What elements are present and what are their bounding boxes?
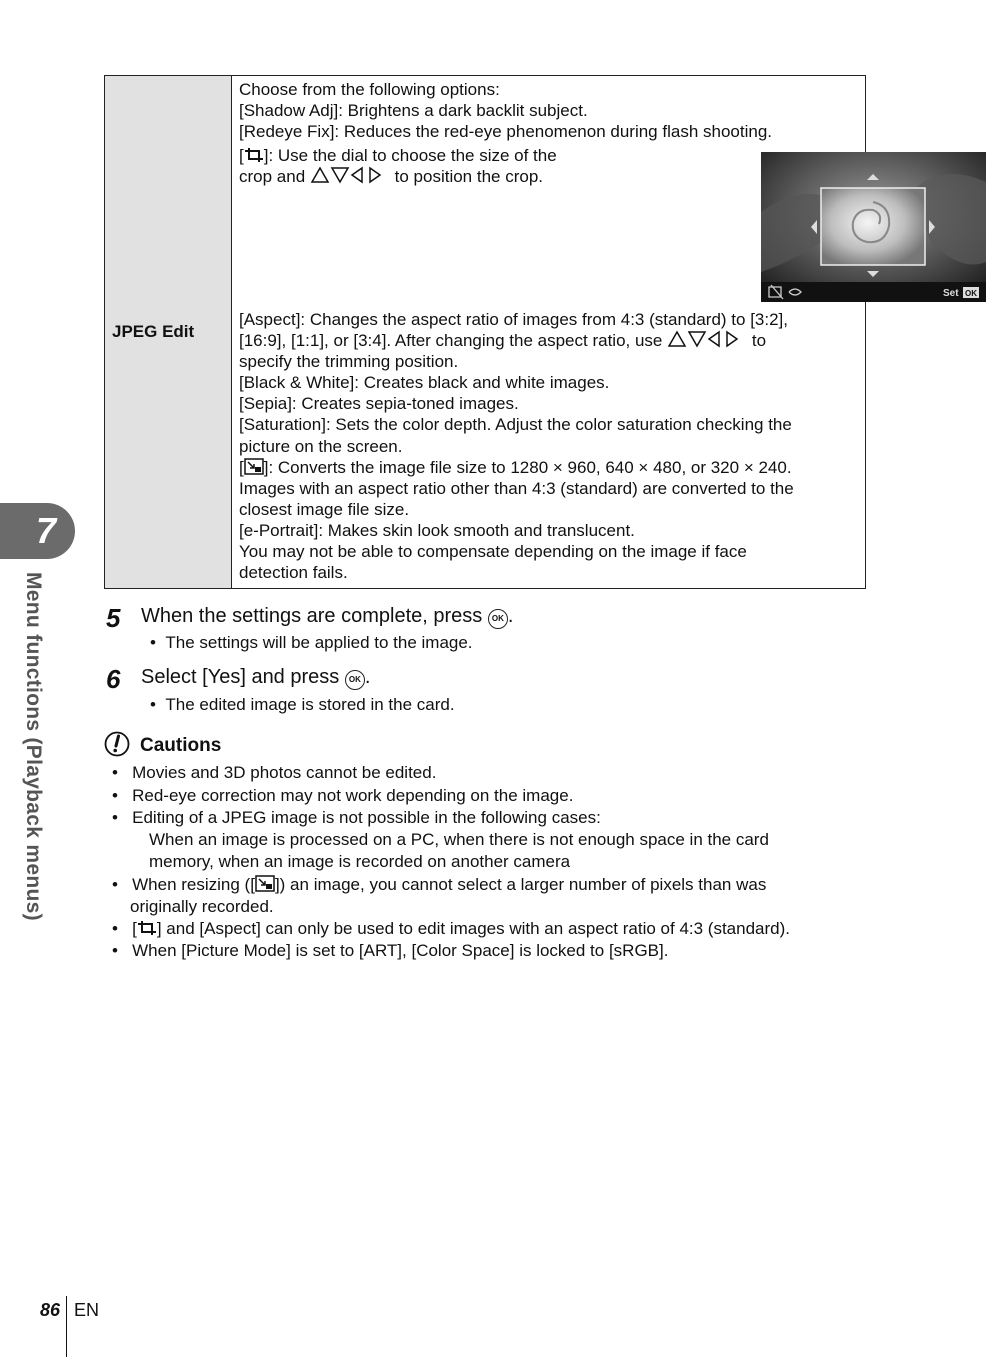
step-5-sub-label: The settings will be applied to the image. (165, 633, 473, 652)
table-label: JPEG Edit (112, 322, 195, 341)
table-label-cell (105, 76, 232, 588)
caution-item-label: Red-eye correction may not work depending on the image. (132, 786, 574, 805)
step-5-label: When the settings are complete, press (141, 605, 483, 627)
resize-text-1: [ ]: Converts the image file size to 1280 × 960, 640 × 480, or 320 × 240. (239, 458, 792, 477)
caution-item: • Red-eye correction may not work depending on the image. (112, 786, 574, 805)
aspect-text-1: [Aspect]: Changes the aspect ratio of images from 4:3 (standard) to [3:2], (239, 310, 789, 329)
step-5-number: 5 (106, 603, 121, 633)
ok-button-icon: OK (488, 609, 508, 629)
caution-item-cont: originally recorded. (130, 897, 274, 916)
face-text-1: You may not be able to compensate depending on the image if face (239, 542, 747, 561)
step-6-sub-label: The edited image is stored in the card. (165, 695, 455, 714)
caution-item-label: When resizing ([ (132, 875, 255, 894)
crop-text-2-label: crop and (239, 167, 306, 186)
preview-graphic (761, 152, 986, 302)
caution-item-cont: memory, when an image is recorded on another camera (149, 852, 571, 871)
table-content-cell (232, 76, 977, 588)
language-label: EN (74, 1300, 100, 1320)
saturation-text-2: picture on the screen. (239, 437, 403, 456)
redeye-fix-text: [Redeye Fix]: Reduces the red-eye phenomenon during flash shooting. (239, 122, 772, 141)
step-5-sub: • The settings will be applied to the image. (150, 633, 473, 652)
ok-button-icon: OK (345, 670, 365, 690)
aspect-text-2-label: [16:9], [1:1], or [3:4]. After changing the aspect ratio, use (239, 331, 663, 350)
jpeg-edit-table (104, 75, 977, 589)
page-number: 86 (40, 1300, 61, 1320)
preview-set-label: Set (943, 288, 959, 299)
preview-ok-label: OK (965, 289, 977, 298)
caution-item: • When [Picture Mode] is set to [ART], [Color Space] is locked to [sRGB]. (112, 941, 669, 960)
chapter-number: 7 (35, 510, 57, 551)
caution-item-label: Editing of a JPEG image is not possible in the following cases: (132, 808, 601, 827)
caution-item-label: ] and [Aspect] can only be used to edit images with an aspect ratio of 4:3 (standard). (156, 919, 791, 938)
caution-item-label-tail: ]) an image, you cannot select a larger number of pixels than was (274, 875, 767, 894)
crop-text-1: [ ]: Use the dial to choose the size of the (239, 146, 557, 165)
crop-text-2 (239, 166, 543, 187)
step-5-text: When the settings are complete, press OK . (141, 605, 514, 627)
caution-item-label: When [Picture Mode] is set to [ART], [Color Space] is locked to [sRGB]. (132, 941, 669, 960)
sepia-text: [Sepia]: Creates sepia-toned images. (239, 394, 519, 413)
caution-item-cont: When an image is processed on a PC, when there is not enough space in the card (149, 830, 769, 849)
arrow-keys-icon (667, 330, 747, 348)
crop-text-2-tail: to position the crop. (394, 167, 544, 186)
chapter-title-vertical: Menu functions (Playback menus) (22, 572, 45, 921)
footer-divider (66, 1296, 67, 1357)
crop-preview-image (761, 152, 986, 302)
crop-text-1-label: ]: Use the dial to choose the size of the (263, 146, 557, 165)
eportrait-text: [e-Portrait]: Makes skin look smooth and translucent. (239, 521, 635, 540)
aspect-text-2 (239, 330, 766, 351)
caution-icon (104, 731, 130, 757)
resize-icon (255, 875, 275, 892)
black-white-text: [Black & White]: Creates black and white images. (239, 373, 610, 392)
caution-item: • Editing of a JPEG image is not possible in the following cases: (112, 808, 601, 827)
caution-item: • Movies and 3D photos cannot be edited. (112, 763, 437, 782)
resize-icon (244, 458, 264, 475)
step-6-number: 6 (106, 664, 121, 694)
resize-text-1-label: ]: Converts the image file size to 1280 × 960, 640 × 480, or 320 × 240. (263, 458, 792, 477)
aspect-text-2-tail: to (751, 331, 767, 350)
crop-icon (137, 920, 157, 936)
face-text-2: detection fails. (239, 563, 348, 582)
step-6-text: Select [Yes] and press OK . (141, 666, 371, 688)
intro-text: Choose from the following options: (239, 80, 500, 99)
cautions-title: Cautions (140, 735, 222, 756)
caution-item-label: Movies and 3D photos cannot be edited. (132, 763, 437, 782)
saturation-text-1: [Saturation]: Sets the color depth. Adjust the color saturation checking the (239, 415, 792, 434)
shadow-adj-text: [Shadow Adj]: Brightens a dark backlit subject. (239, 101, 588, 120)
resize-text-3: closest image file size. (239, 500, 410, 519)
caution-item: • [ ] and [Aspect] can only be used to edit images with an aspect ratio of 4:3 (standard). (112, 919, 791, 938)
arrow-keys-icon (310, 166, 390, 184)
resize-text-2: Images with an aspect ratio other than 4:3 (standard) are converted to the (239, 479, 794, 498)
crop-icon (244, 147, 264, 163)
aspect-text-3: specify the trimming position. (239, 352, 459, 371)
step-6-label: Select [Yes] and press (141, 666, 340, 688)
caution-item: • When resizing ([ ]) an image, you cannot select a larger number of pixels than was (112, 875, 767, 894)
step-6-sub: • The edited image is stored in the card. (150, 695, 455, 714)
